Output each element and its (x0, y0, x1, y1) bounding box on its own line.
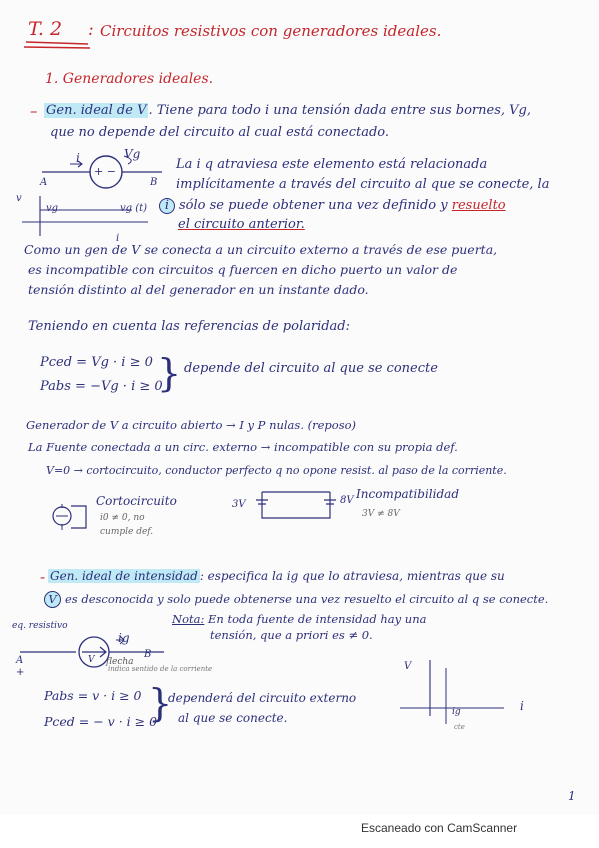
diagram-A: A (40, 177, 48, 188)
polarity-depends: depende del circuito al que se conecte (184, 361, 438, 376)
polarity-p1: Pced = Vg · i ≥ 0 (40, 355, 153, 370)
graph2-i: i (520, 699, 524, 713)
open-circuit: Generador de V a circuito abierto → I y P nulas. (reposo) (26, 418, 357, 432)
title-text: Circuitos resistivos con generadores ideales. (100, 22, 442, 40)
diagram-i: i (76, 151, 80, 165)
title-number: T. 2 (28, 18, 63, 40)
dash-bullet: – (30, 102, 38, 120)
graph2-v: V (404, 661, 412, 672)
dash-bullet-2: - (40, 568, 46, 586)
voltage-gen-label: Gen. ideal de V (46, 103, 147, 118)
current-power-p1: Pabs = v · i ≥ 0 (44, 688, 142, 703)
graph-v: v (16, 193, 22, 204)
voltage-note-3: sólo se puede obtener una vez definido y (179, 198, 448, 213)
graph2-cte: cte (454, 723, 465, 731)
graph-i: i (116, 233, 120, 244)
short-box-sub2: cumple def. (100, 527, 154, 537)
voltage-note-3-resuelto: resuelto (451, 198, 506, 213)
current-power-dep2: al que se conecte. (178, 711, 288, 725)
polarity-p2: Pabs = −Vg · i ≥ 0 (40, 379, 163, 394)
incompat-right: 8V (340, 495, 354, 506)
polarity-heading: Teniendo en cuenta las referencias de polaridad: (28, 319, 351, 334)
current-note-2: tensión, que a priori es ≠ 0. (210, 628, 373, 642)
para1-line2: es incompatible con circuitos q fuercen en dicho puerto un valor de (28, 262, 458, 277)
voltage-note-1: La i q atraviesa este elemento está relacionada (176, 157, 488, 172)
graph-vg-t: vg (t) (120, 203, 148, 214)
voltage-note-2: implícitamente a través del circuito al que se conecte, la (176, 177, 550, 192)
current-power-dep1: dependerá del circuito externo (168, 691, 357, 705)
current-power-p2: Pced = − v · i ≥ 0 (44, 714, 158, 729)
diagram-vg: Vg (124, 147, 141, 161)
incompat-sketch (246, 484, 346, 524)
circled-i: i (159, 198, 175, 214)
voltage-gen-line2: que no depende del circuito al cual está conectado. (50, 125, 390, 140)
voltage-note-4: el circuito anterior. (178, 217, 305, 232)
para1-line3: tensión distinto al del generador en un instante dado. (28, 282, 369, 297)
cur-diagram-A: A (16, 655, 24, 666)
scanner-footer: Escaneado con CamScanner (361, 821, 518, 835)
source-connected: La Fuente conectada a un circ. externo → incompatible con su propia def. (28, 440, 458, 454)
cur-diagram-B: B (144, 649, 152, 660)
current-note-1: En toda fuente de intensidad hay una (208, 612, 427, 626)
graph2-ig: ig (452, 707, 461, 717)
short-box-sub1: i0 ≠ 0, no (100, 513, 145, 523)
section-heading: 1. Generadores ideales. (45, 71, 214, 87)
diagram-ig: ig (118, 631, 130, 645)
short-box-title: Cortocircuito (96, 494, 177, 508)
circled-v: V (44, 591, 61, 608)
vi-graph-2 (400, 660, 510, 730)
current-power-brace: } (148, 681, 173, 725)
voltage-gen-line1: . Tiene para todo i una tensión dada entre sus bornes, Vg, (148, 103, 531, 118)
cur-diagram-flecha-sub: indica sentido de la corriente (108, 665, 213, 673)
cur-diagram-v: V (88, 655, 95, 665)
current-gen-label: Gen. ideal de intensidad (50, 569, 198, 583)
title-colon: : (88, 20, 94, 40)
cur-diagram-plus: + (16, 667, 25, 678)
current-gen-line2: es desconocida y solo puede obtenerse una vez resuelto el circuito al q se conecte. (65, 592, 549, 606)
polarity-brace: } (157, 351, 182, 395)
incompat-left: 3V (232, 499, 246, 510)
diagram-B: B (150, 177, 158, 188)
para1-line1: Como un gen de V se conecta a un circuito externo a través de ese puerta, (24, 242, 498, 257)
page-number: 1 (568, 789, 576, 803)
title-underline (24, 40, 94, 50)
eq-resistivo: eq. resistivo (12, 621, 68, 631)
current-gen-line1: : especifica la ig que lo atraviesa, mientras que su (199, 569, 505, 583)
incompat-title: Incompatibilidad (356, 487, 460, 501)
cur-diagram-flecha: flecha (106, 657, 134, 667)
incompat-sub: 3V ≠ 8V (362, 509, 400, 519)
note-label: Nota: (172, 612, 205, 626)
short-circuit-line: V=0 → cortocircuito, conductor perfecto q no opone resist. al paso de la corriente. (46, 464, 507, 477)
diagram-plusminus: + − (94, 165, 116, 178)
graph-vg: vg (46, 203, 59, 214)
